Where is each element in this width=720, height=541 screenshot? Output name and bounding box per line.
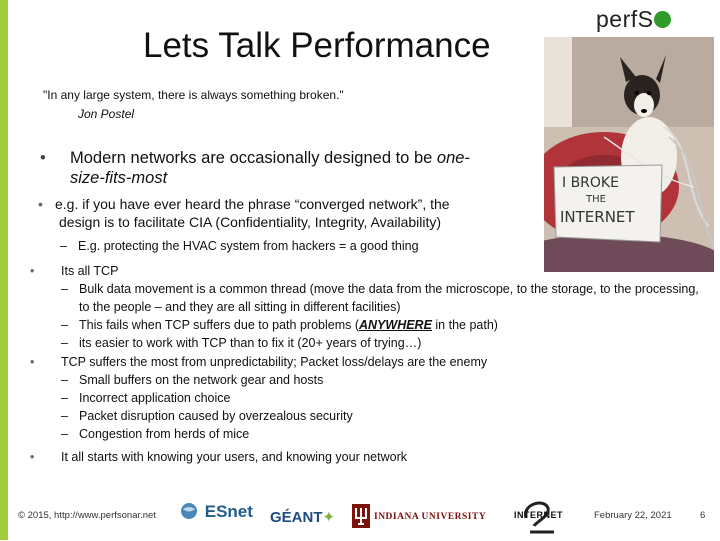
internet2-logo-text: INTERNET <box>514 510 563 520</box>
iu-trident-icon <box>352 504 370 528</box>
esnet-logo <box>180 502 253 522</box>
bullet-converged-network <box>38 195 542 231</box>
esnet-globe-icon <box>180 502 200 520</box>
sub-bullet-dash: – <box>61 427 68 441</box>
globe-icon <box>654 11 671 28</box>
sub-bullet-dash: – <box>61 336 68 350</box>
bullet-emphasis: one- <box>436 149 470 167</box>
geant-logo: GÉANT✦ <box>270 509 336 526</box>
sub-bullet-text: Congestion from herds of mice <box>79 427 250 441</box>
sub-bullet-text: Packet disruption caused by overzealous security <box>79 409 353 423</box>
bullet-emphasis-cont: size-fits-most <box>70 169 168 187</box>
sign-text-line2: THE <box>586 194 606 205</box>
quote-author: Jon Postel <box>78 107 135 121</box>
esnet-logo-text: ESnet <box>204 502 253 521</box>
quote-text: "In any large system, there is always something broken." <box>43 88 344 102</box>
bullet-text-line2: design is to facilitate CIA (Confidentiality, Integrity, Availability) <box>59 214 442 230</box>
internet2-logo <box>512 496 572 541</box>
bullet-text: It all starts with knowing your users, and knowing your network <box>61 450 407 464</box>
accent-bar <box>0 0 8 540</box>
sub-bullet-text: Small buffers on the network gear and hosts <box>79 373 324 387</box>
sub-bullet-text: its easier to work with TCP than to fix it (20+ years of trying…) <box>79 336 422 350</box>
sign-text-line3: INTERNET <box>560 208 635 226</box>
sub-bullet-dash: – <box>61 391 68 405</box>
bullet-text-line1: e.g. if you have ever heard the phrase “converged network”, the <box>55 196 450 212</box>
slide-title: Lets Talk Performance <box>143 26 491 65</box>
dog-photo <box>544 37 714 272</box>
copyright-text: © 2015, http://www.perfsonar.net <box>18 510 156 521</box>
page-number: 6 <box>700 510 706 521</box>
bullet-dot: • <box>30 355 35 369</box>
footer <box>0 494 720 540</box>
sub-bullet-text-post: in the path) <box>431 318 498 332</box>
sub-bullet-text: Bulk data movement is a common thread (move the data from the microscope, to the storage, to the processing, to the people – and they are all sitting in different facilities) <box>79 282 699 314</box>
sub-bullet-dash: – <box>61 373 68 387</box>
bullet-dot: • <box>30 450 35 464</box>
sub-bullet-text-pre: This fails when TCP suffers due to path problems ( <box>79 318 359 332</box>
perfsonar-logo-text: perfS <box>596 6 672 59</box>
sub-bullet-dash: – <box>61 318 68 332</box>
sign-text-line1: I BROKE <box>562 175 619 191</box>
bullet-modern-networks <box>42 148 532 188</box>
bullet-packet-loss <box>30 353 710 443</box>
bullet-dot: • <box>38 196 43 212</box>
slide-date: February 22, 2021 <box>594 510 672 521</box>
sub-bullet-dash: – <box>61 282 68 296</box>
bullet-text: Modern networks are occasionally designed to be <box>70 149 437 167</box>
bullet-text: TCP suffers the most from unpredictability; Packet loss/delays are the enemy <box>61 355 488 369</box>
geant-logo-text: GÉANT <box>270 509 323 526</box>
anywhere-emphasis: ANYWHERE <box>359 318 432 332</box>
bullet-know-users <box>30 448 710 466</box>
sub-bullet-text: Incorrect application choice <box>79 391 231 405</box>
indiana-university-logo <box>352 504 487 533</box>
sub-bullet-text <box>61 316 710 334</box>
sub-bullet-text: E.g. protecting the HVAC system from hackers = a good thing <box>78 239 419 253</box>
bullet-tcp <box>30 262 710 352</box>
iu-logo-text: INDIANA UNIVERSITY <box>374 512 487 522</box>
sub-bullet-dash: – <box>60 239 67 253</box>
bullet-dot: • <box>40 149 46 167</box>
bullet-text: Its all TCP <box>61 264 119 278</box>
sub-bullet-dash: – <box>61 409 68 423</box>
bullet-dot: • <box>30 264 35 278</box>
